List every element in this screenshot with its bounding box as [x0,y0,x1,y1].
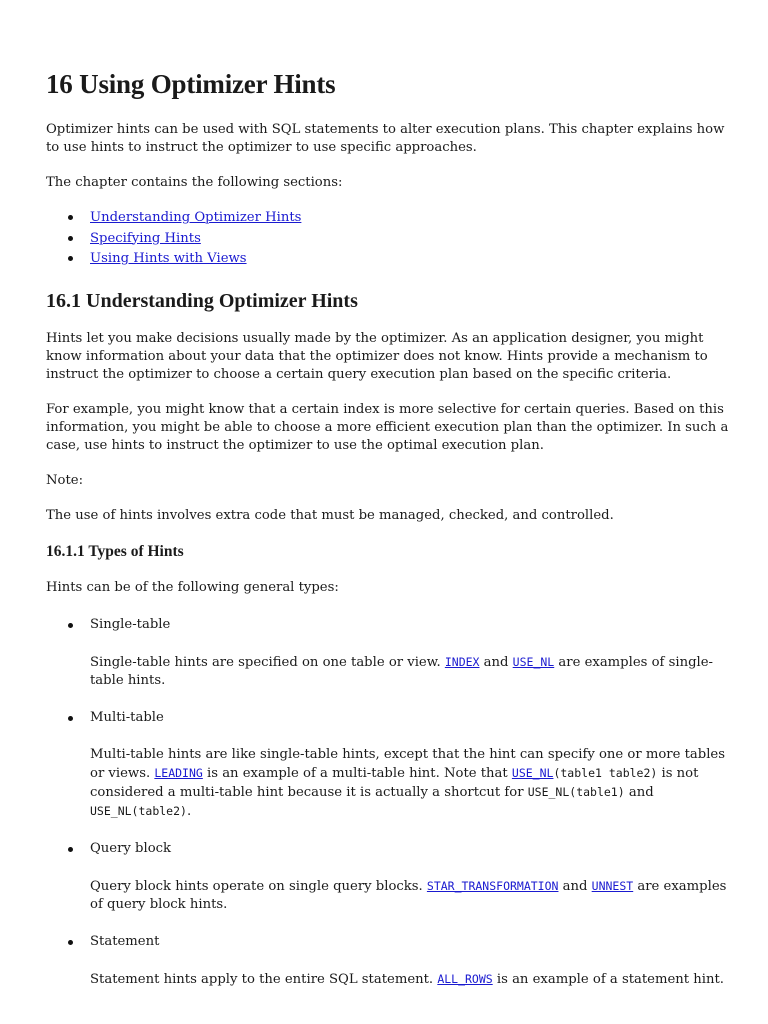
type-desc-multi-table: Multi-table hints are like single-table hints, except that the hint can specify one or more tables or views. LEADING is an example of a multi-table hint. Note that USE_NL(table1 table2) is not considered a multi-table hint because it is actually a shortcut for USE_NL(table1) and USE_NL(table2). [90,746,725,819]
type-term-single-table: Single-table [90,616,171,632]
hint-types-list [46,616,738,989]
toc-list [46,208,738,270]
toc-link-understanding[interactable]: Understanding Optimizer Hints [90,210,302,225]
toc-link-views[interactable]: Using Hints with Views [90,251,247,266]
note-text: The use of hints involves extra code that must be managed, checked, and controlled. [46,507,614,523]
hint-link-all-rows[interactable]: ALL_ROWS [437,971,493,986]
section-heading-16-1: 16.1 Understanding Optimizer Hints [46,289,358,312]
list-item [90,709,738,821]
intro-paragraph: Optimizer hints can be used with SQL statements to alter execution plans. This chapter explains how to use hints to instruct the optimizer to use specific approaches. [46,122,725,155]
type-desc-query-block: Query block hints operate on single query blocks. STAR_TRANSFORMATION and UNNEST are examples of query block hints. [90,878,727,912]
type-desc-statement: Statement hints apply to the entire SQL statement. ALL_ROWS is an example of a statement hint. [90,971,724,987]
list-item [90,616,738,690]
hint-link-leading[interactable]: LEADING [154,765,203,780]
type-term-multi-table: Multi-table [90,709,164,725]
sections-intro: The chapter contains the following sections: [46,175,343,190]
list-item [90,840,738,914]
page-title: 16 Using Optimizer Hints [46,69,336,99]
hint-link-use-nl-2[interactable]: USE_NL [511,765,554,780]
hint-link-star-transformation[interactable]: STAR_TRANSFORMATION [426,878,559,893]
section-heading-16-1-1: 16.1.1 Types of Hints [46,542,184,560]
toc-item [90,208,738,229]
note-label: Note: [46,472,84,488]
type-term-statement: Statement [90,933,160,949]
hint-link-use-nl[interactable]: USE_NL [512,654,555,669]
list-item [90,933,738,989]
types-intro: Hints can be of the following general types: [46,579,339,595]
toc-item [90,229,738,250]
section-16-1-para1: Hints let you make decisions usually made by the optimizer. As an application designer, you might know information about your data that the optimizer does not know. Hints provide a mechanism to instruct the optimizer to choose a certain query execution plan based on the specific criteria. [46,330,708,382]
toc-link-specifying[interactable]: Specifying Hints [90,230,201,246]
toc-item [90,249,738,270]
hint-link-index[interactable]: INDEX [444,654,480,669]
type-desc-single-table: Single-table hints are specified on one table or view. INDEX and USE_NL are examples of single-table hints. [90,654,714,688]
hint-link-unnest[interactable]: UNNEST [591,878,634,893]
section-16-1-para2: For example, you might know that a certain index is more selective for certain queries. Based on this information, you might be able to choose a more efficient execution plan than the optimizer. In such a case, use hints to instruct the optimizer to use the optimal execution plan. [46,401,729,453]
type-term-query-block: Query block [90,840,172,856]
